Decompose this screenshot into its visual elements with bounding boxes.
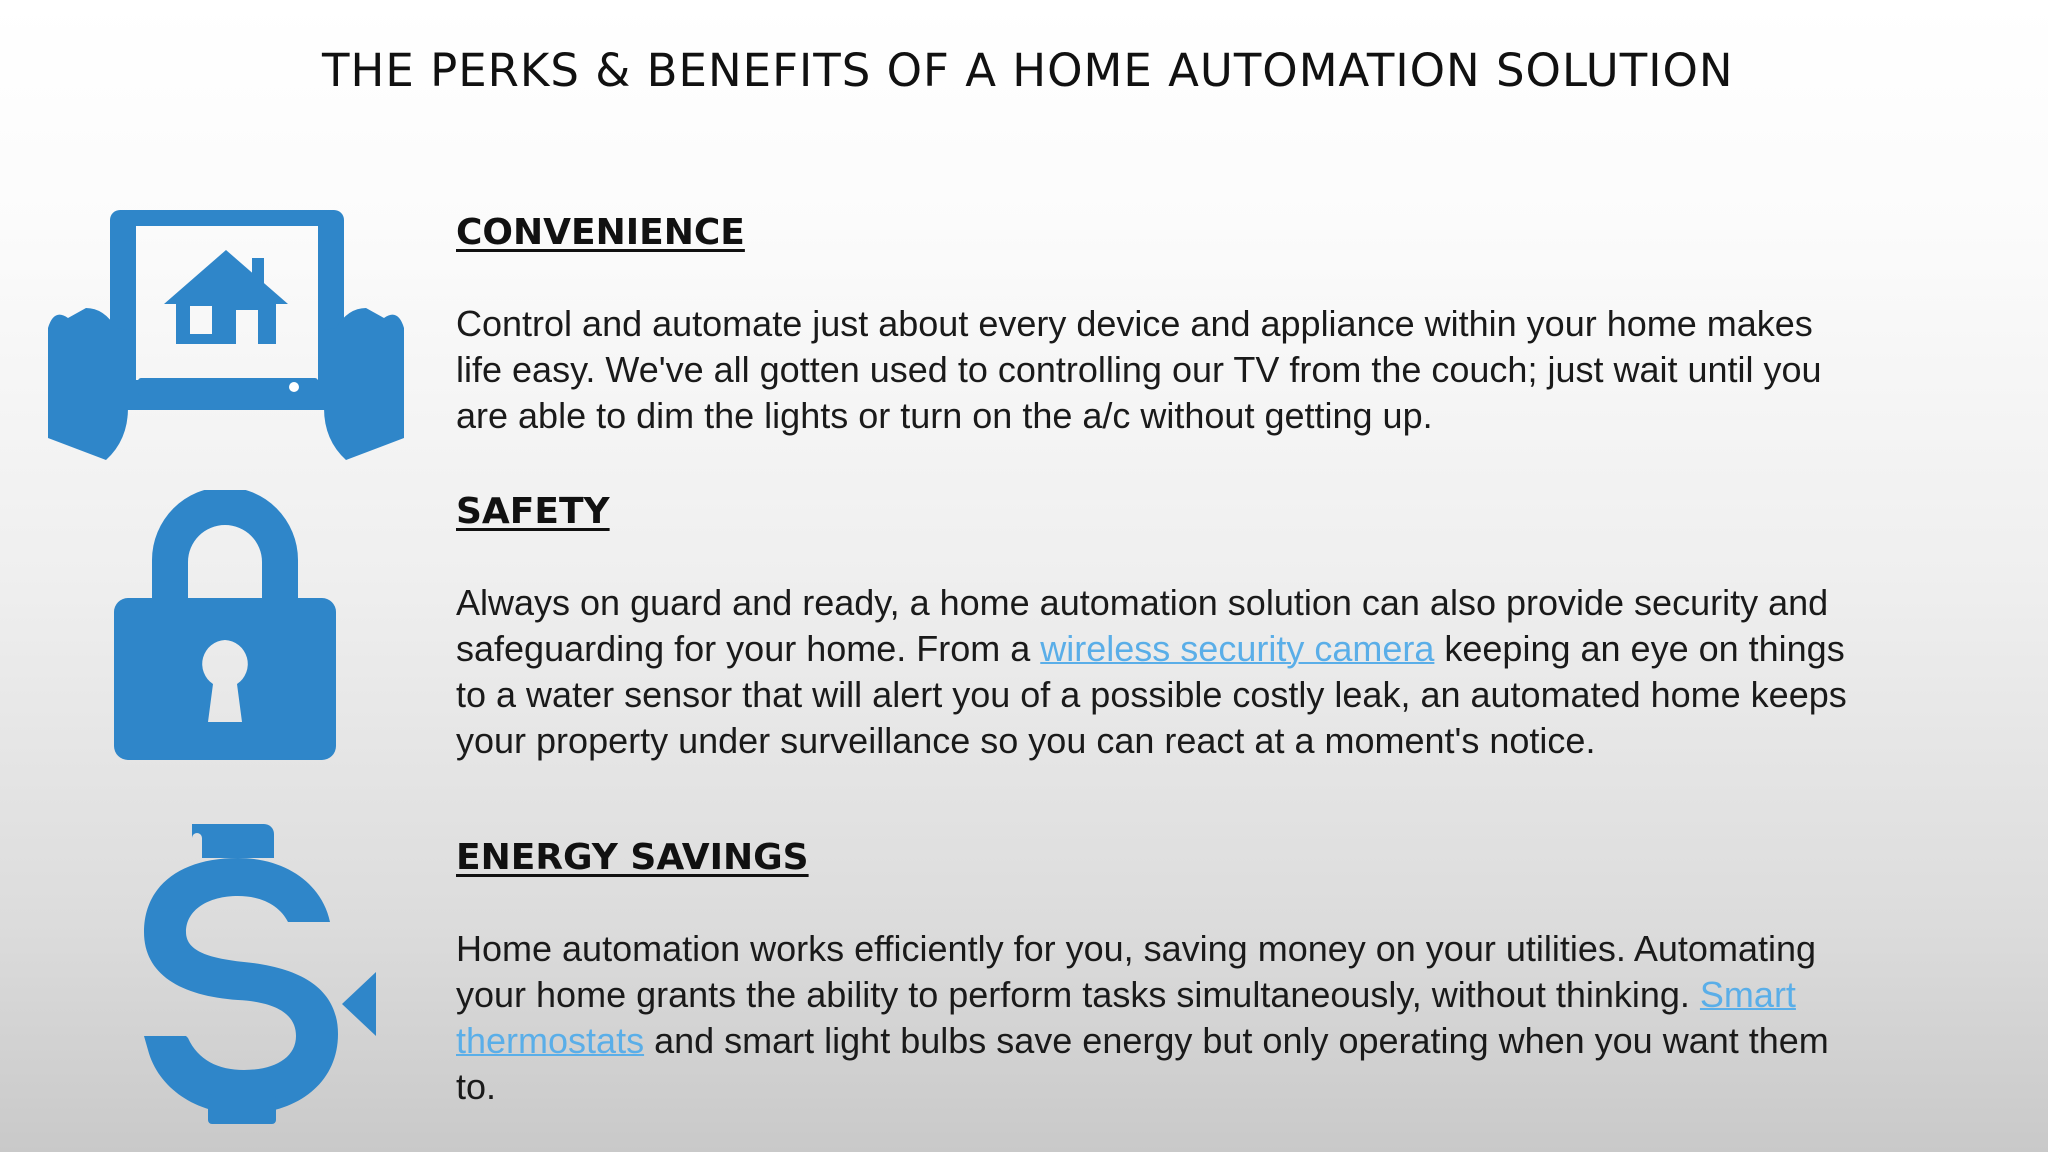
- wireless-security-camera-link[interactable]: wireless security camera: [1040, 628, 1435, 669]
- convenience-heading: CONVENIENCE: [456, 212, 745, 253]
- energy-savings-section: [456, 837, 1856, 1110]
- energy-body-start: Home automation works efficiently for you, saving money on your utilities. Automating your home grants the ability to perform tasks simultaneously, without thinking.: [456, 928, 1817, 1015]
- convenience-section: [456, 212, 1856, 439]
- smart-thermostats-link[interactable]: Smart thermostats: [456, 974, 1796, 1061]
- padlock-icon: [112, 490, 338, 760]
- slide-title: THE PERKS & BENEFITS OF A HOME AUTOMATION SOLUTION: [322, 44, 1734, 97]
- energy-savings-text: [456, 926, 1856, 1110]
- energy-savings-heading: ENERGY SAVINGS: [456, 837, 809, 878]
- tablet-home-icon: [46, 208, 406, 460]
- dollar-sign-icon: [140, 824, 384, 1124]
- convenience-body: Control and automate just about every device and appliance within your home makes life easy. We've all gotten used to controlling our TV from the couch; just wait until you are able to dim the lights or turn on the a/c without getting up.: [456, 303, 1822, 436]
- safety-section: [456, 491, 1856, 764]
- convenience-text: [456, 301, 1856, 439]
- safety-body-end: keeping an eye on things to a water sensor that will alert you of a possible costly leak, an automated home keeps your property under surveillance so you can react at a moment's notice.: [456, 628, 1847, 761]
- energy-body-end: and smart light bulbs save energy but only operating when you want them to.: [456, 1020, 1829, 1107]
- safety-heading: SAFETY: [456, 491, 610, 532]
- safety-body-start: Always on guard and ready, a home automation solution can also provide security and safeguarding for your home. From a: [456, 582, 1829, 669]
- safety-text: [456, 580, 1856, 764]
